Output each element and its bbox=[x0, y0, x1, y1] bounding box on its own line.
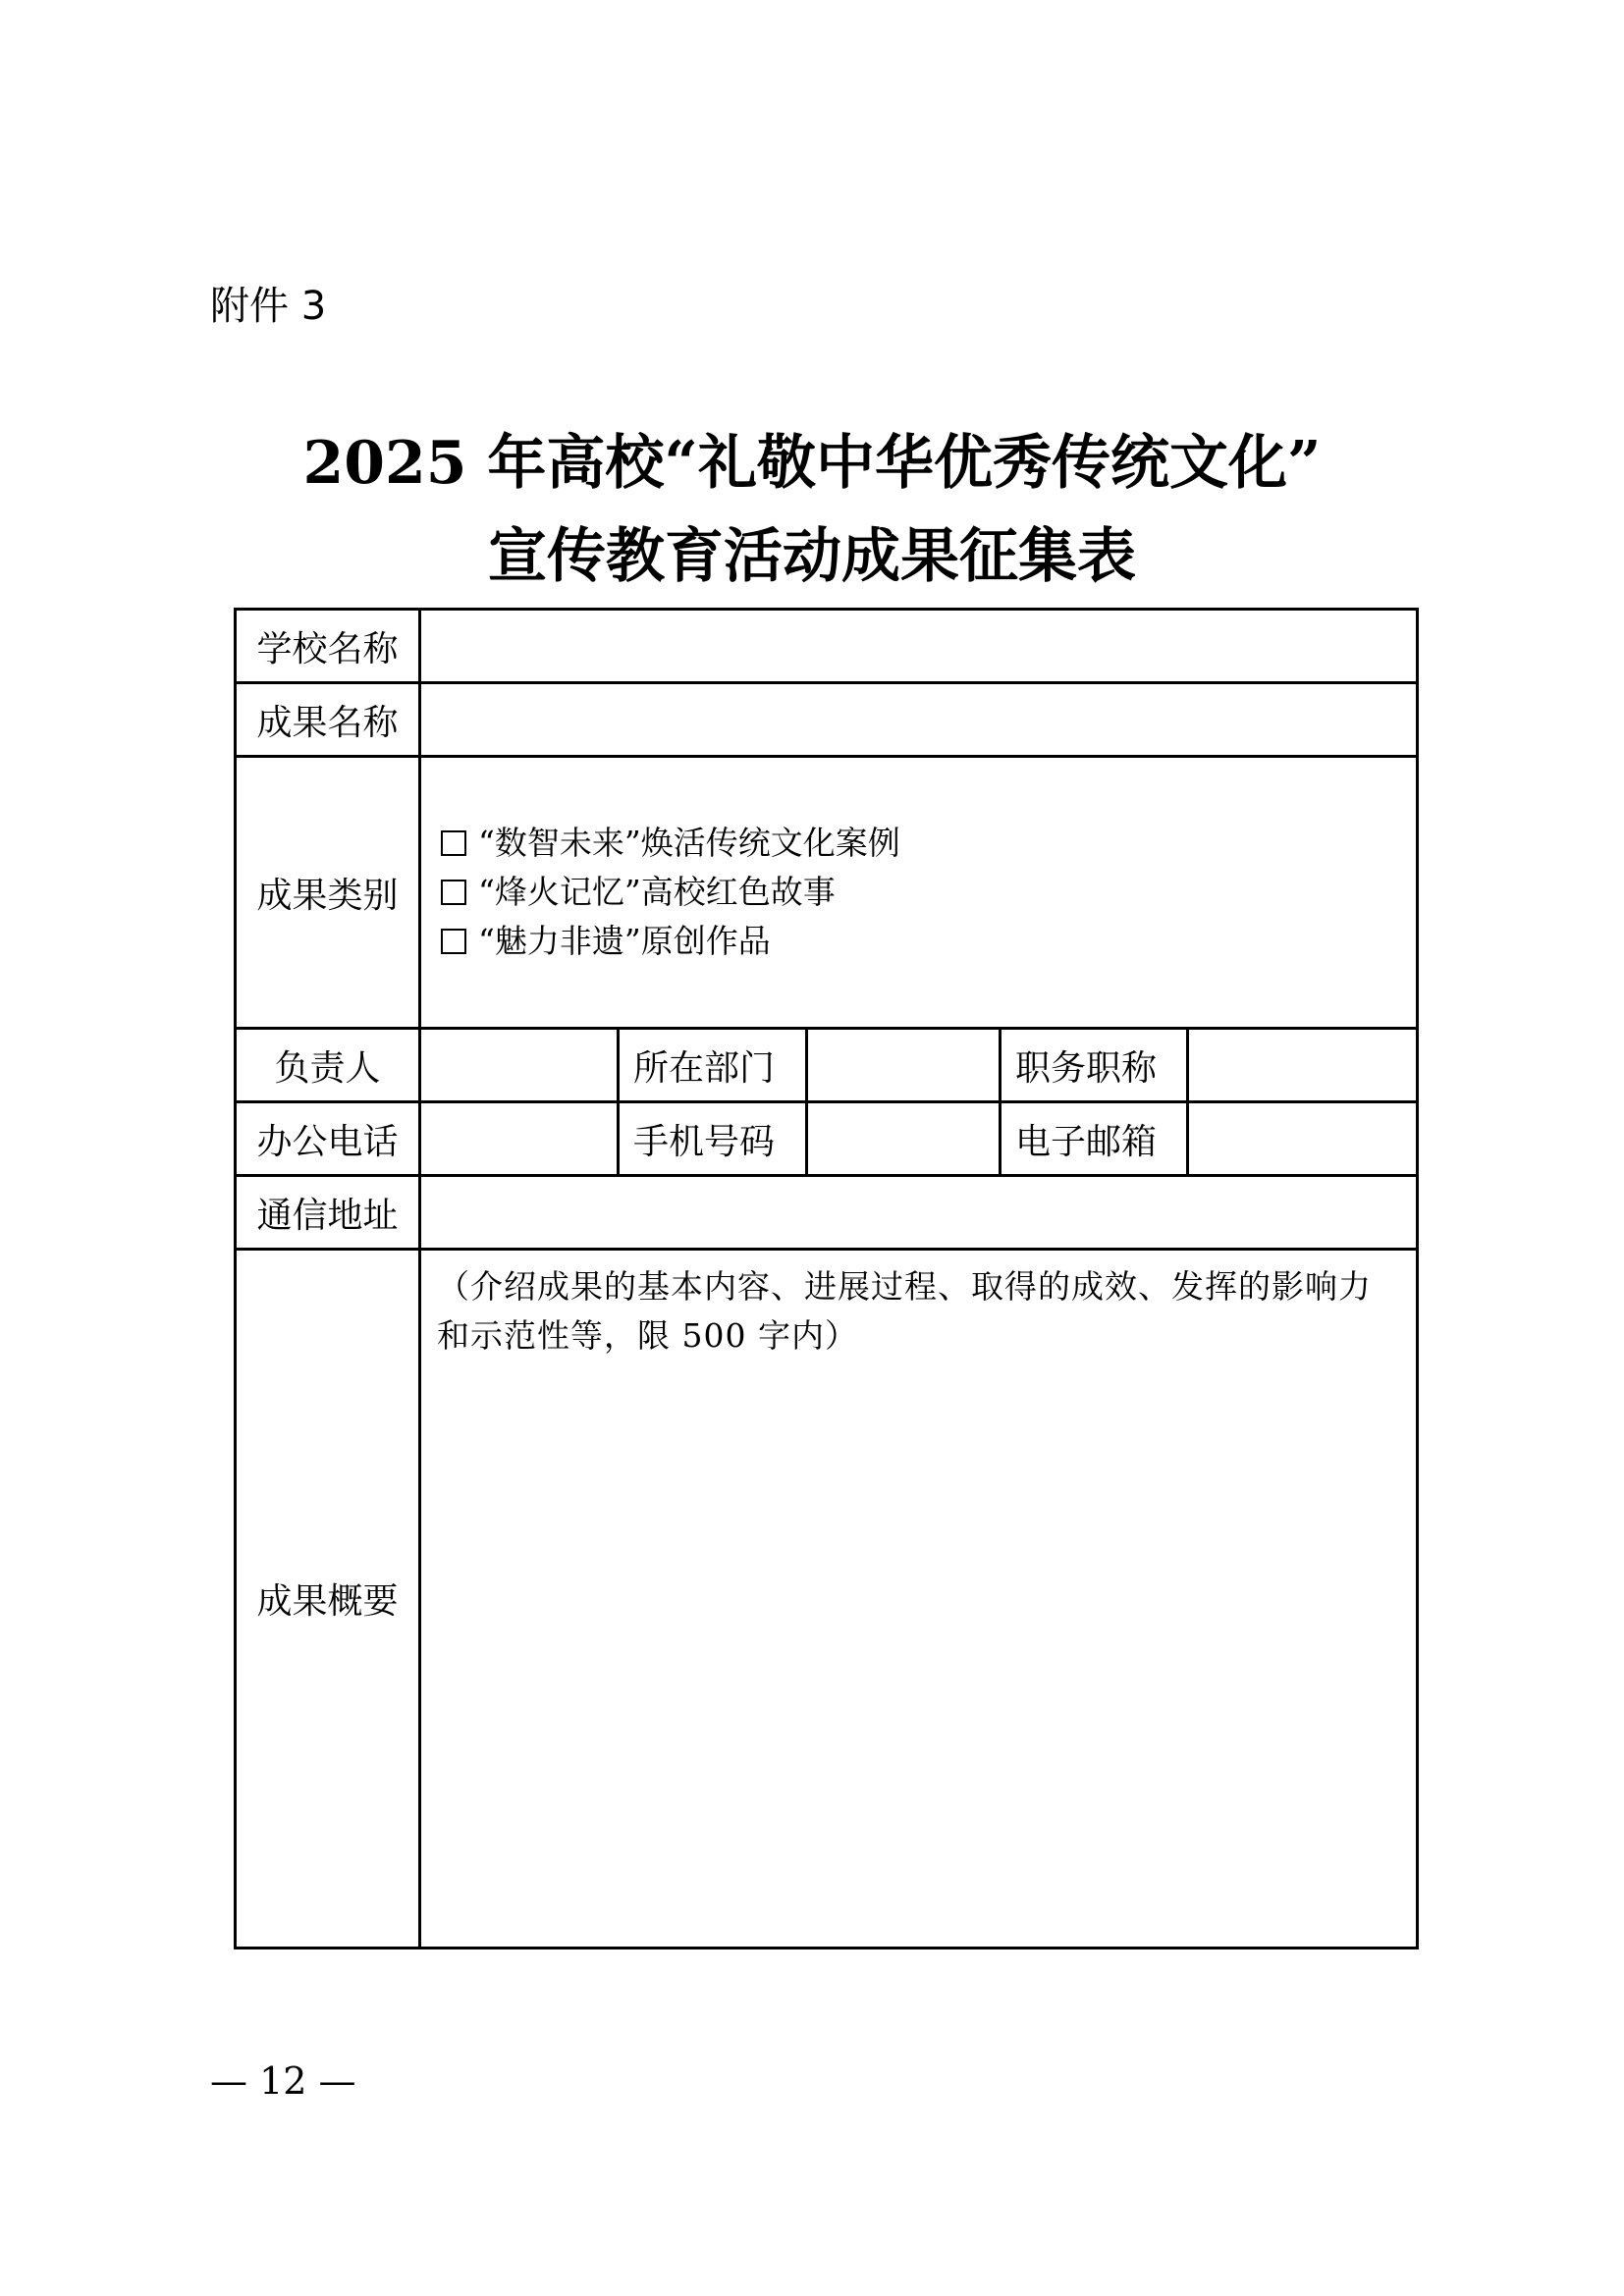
row-contact-person bbox=[236, 1029, 1418, 1102]
category-option-label: “魅力非遗”原创作品 bbox=[478, 922, 771, 960]
address-label: 通信地址 bbox=[236, 1176, 420, 1250]
checkbox-icon[interactable] bbox=[441, 929, 466, 954]
achievement-name-label: 成果名称 bbox=[236, 683, 420, 757]
form-title-line-1: 2025 年高校“礼敬中华优秀传统文化” bbox=[302, 429, 1322, 498]
summary-field[interactable] bbox=[420, 1250, 1418, 1949]
row-contact-info bbox=[236, 1102, 1418, 1176]
checkbox-icon[interactable] bbox=[441, 880, 466, 905]
office-phone-field[interactable] bbox=[420, 1102, 619, 1176]
row-address bbox=[236, 1176, 1418, 1250]
category-options bbox=[420, 757, 1418, 1029]
department-label: 所在部门 bbox=[619, 1029, 807, 1102]
form-title-line-2: 宣传教育活动成果征集表 bbox=[488, 522, 1136, 591]
page-number: — 12 — bbox=[210, 2059, 356, 2103]
checkbox-icon[interactable] bbox=[441, 830, 466, 856]
achievement-collection-form bbox=[234, 608, 1419, 1949]
category-option-3[interactable] bbox=[441, 917, 1416, 966]
email-field[interactable] bbox=[1188, 1102, 1418, 1176]
row-summary bbox=[236, 1250, 1418, 1949]
department-field[interactable] bbox=[807, 1029, 1001, 1102]
row-achievement-name bbox=[236, 683, 1418, 757]
row-category bbox=[236, 757, 1418, 1029]
attachment-label: 附件 3 bbox=[210, 284, 327, 329]
achievement-name-field[interactable] bbox=[420, 683, 1418, 757]
summary-label: 成果概要 bbox=[236, 1250, 420, 1949]
person-in-charge-label: 负责人 bbox=[236, 1029, 420, 1102]
office-phone-label: 办公电话 bbox=[236, 1102, 420, 1176]
email-label: 电子邮箱 bbox=[1001, 1102, 1188, 1176]
summary-hint: （介绍成果的基本内容、进展过程、取得的成效、发挥的影响力和示范性等，限 500 字内） bbox=[437, 1267, 1372, 1355]
mobile-label: 手机号码 bbox=[619, 1102, 807, 1176]
job-title-label: 职务职称 bbox=[1001, 1029, 1188, 1102]
category-label: 成果类别 bbox=[236, 757, 420, 1029]
address-field[interactable] bbox=[420, 1176, 1418, 1250]
category-option-label: “数智未来”焕活传统文化案例 bbox=[478, 824, 900, 862]
category-option-1[interactable] bbox=[441, 819, 1416, 868]
school-name-label: 学校名称 bbox=[236, 610, 420, 683]
category-option-2[interactable] bbox=[441, 868, 1416, 917]
category-option-label: “烽火记忆”高校红色故事 bbox=[478, 873, 836, 911]
person-in-charge-field[interactable] bbox=[420, 1029, 619, 1102]
job-title-field[interactable] bbox=[1188, 1029, 1418, 1102]
school-name-field[interactable] bbox=[420, 610, 1418, 683]
mobile-field[interactable] bbox=[807, 1102, 1001, 1176]
row-school-name bbox=[236, 610, 1418, 683]
category-list bbox=[421, 819, 1416, 966]
